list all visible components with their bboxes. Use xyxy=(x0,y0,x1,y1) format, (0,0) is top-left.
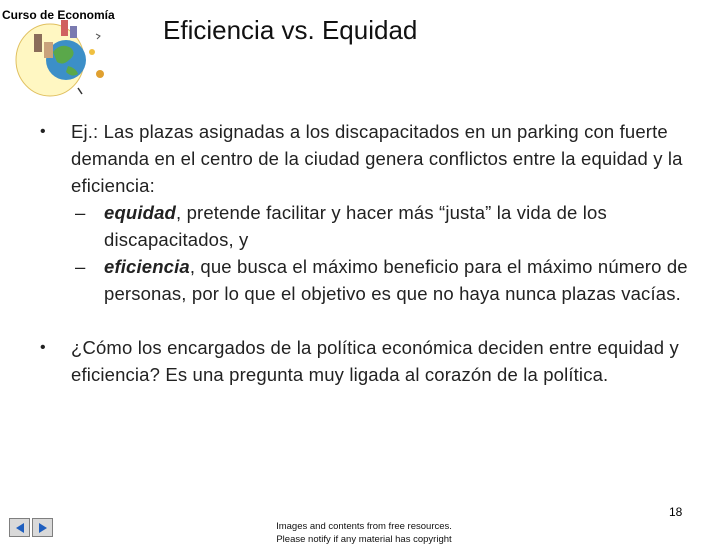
bullet-mark: • xyxy=(40,339,46,356)
bullet-text: Ej.: Las plazas asignadas a los discapacitados en un parking con fuerte demanda en el centro de la ciudad genera conflictos entre la equidad y la eficiencia: xyxy=(71,121,683,196)
next-slide-button[interactable] xyxy=(32,518,53,537)
bullet-mark: • xyxy=(40,123,46,140)
sub-item-text: , que busca el máximo beneficio para el máximo número de personas, por lo que el objetivo es que no haya nunca plazas vacías. xyxy=(104,256,688,304)
triangle-right-icon xyxy=(37,522,49,534)
bullet-list xyxy=(40,118,690,388)
bullet-item xyxy=(40,118,690,307)
dash-mark: – xyxy=(75,202,86,223)
sub-item-equidad xyxy=(71,199,690,253)
globe-buildings-icon xyxy=(8,12,128,102)
slide-navigation xyxy=(9,518,53,537)
previous-slide-button[interactable] xyxy=(9,518,30,537)
bullet-item xyxy=(40,334,690,388)
triangle-left-icon xyxy=(14,522,26,534)
sub-item-text: , pretende facilitar y hacer más “justa” la vida de los discapacitados, y xyxy=(104,202,607,250)
bullet-text: ¿Cómo los encargados de la política económica deciden entre equidad y eficiencia? Es una pregunta muy ligada al corazón de la política. xyxy=(71,337,679,385)
slide-title: Eficiencia vs. Equidad xyxy=(163,15,418,45)
term-eficiencia: eficiencia xyxy=(104,256,190,277)
sub-item-eficiencia xyxy=(71,253,690,307)
footer-line-2: Please notify if any material has copyright xyxy=(276,534,452,545)
page-number: 18 xyxy=(669,505,683,519)
course-label: Curso de Economía xyxy=(2,8,115,22)
dash-mark: – xyxy=(75,256,86,277)
footer-line-1: Images and contents from free resources. xyxy=(276,521,452,532)
footer-note xyxy=(235,520,493,546)
sub-list xyxy=(71,199,690,307)
term-equidad: equidad xyxy=(104,202,176,223)
